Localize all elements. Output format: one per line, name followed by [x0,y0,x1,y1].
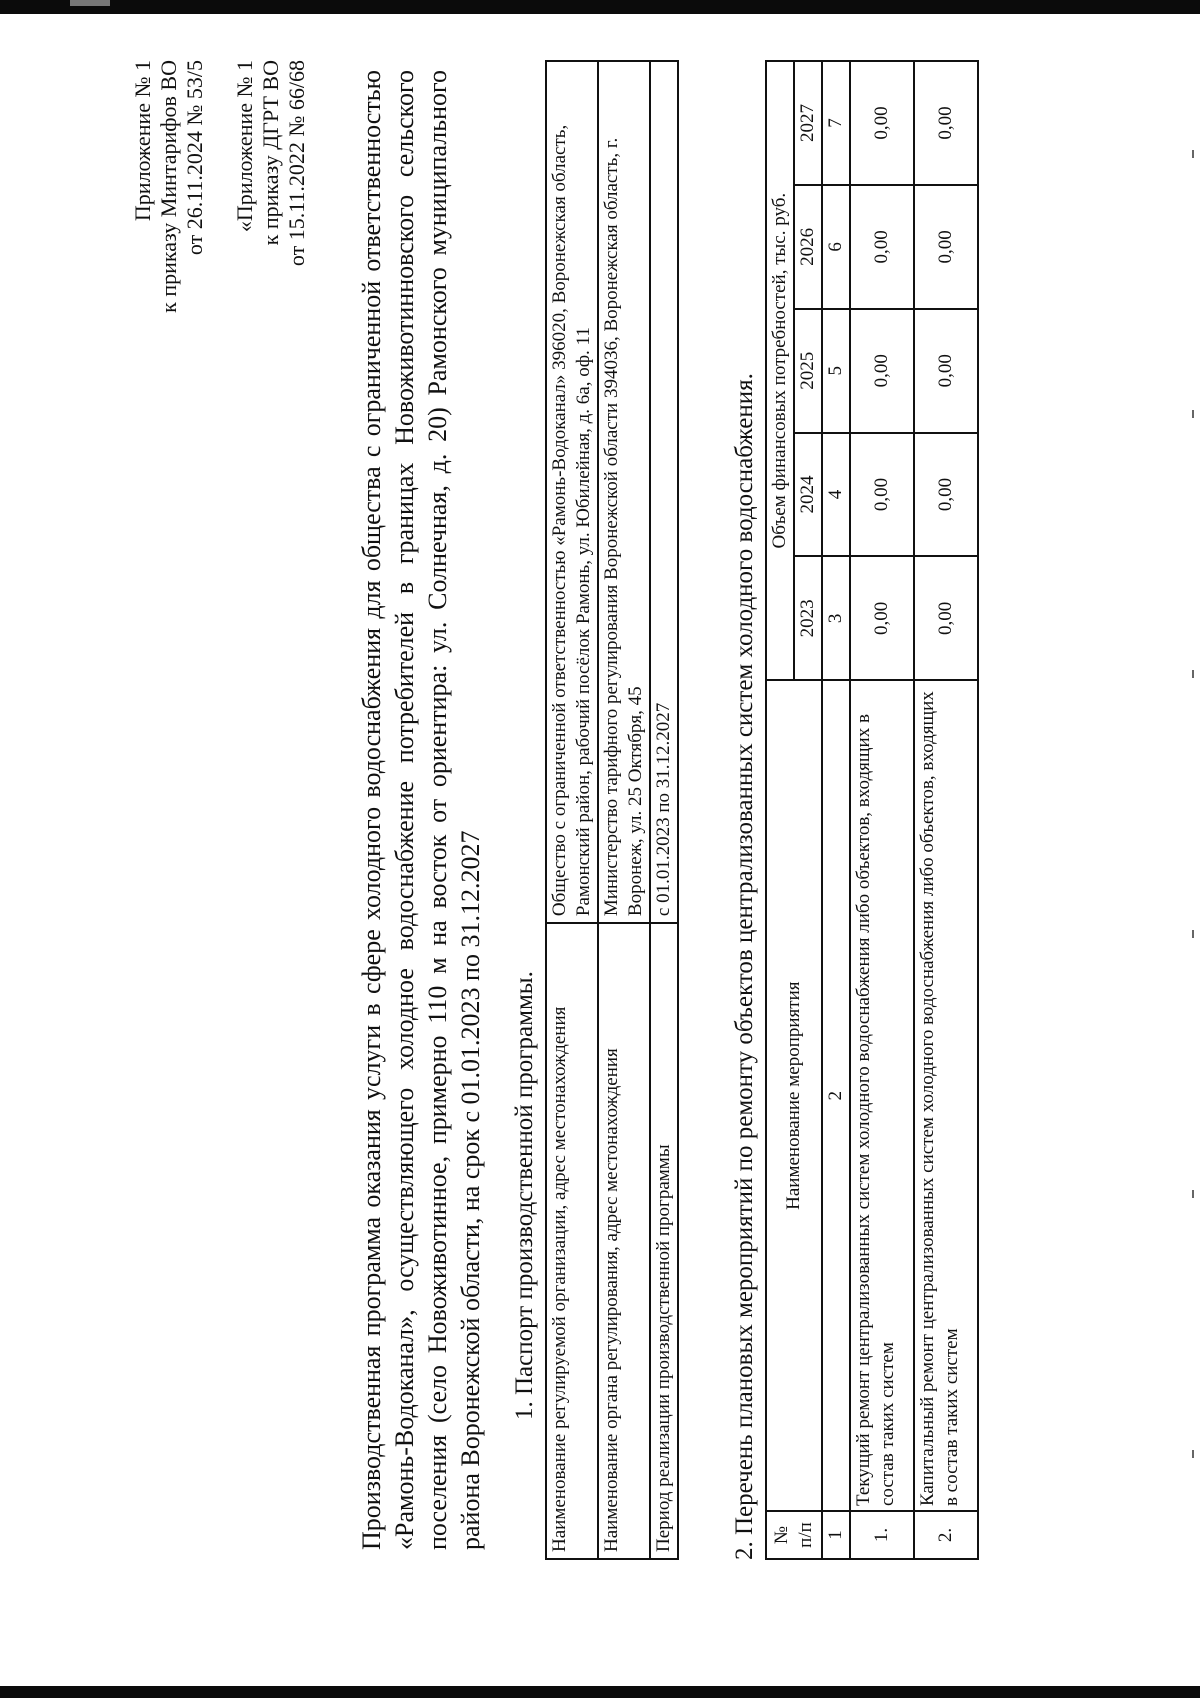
appendix-line: к приказу ДГРТ ВО [258,60,283,246]
value-cell: 0,00 [914,309,978,433]
value-cell: 0,00 [914,556,978,680]
passport-label: Наименование органа регулирования, адрес местонахождения [598,923,650,1559]
appendix-header [130,60,310,313]
value-cell: 0,00 [850,309,914,433]
document-title: Производственная программа оказания услуги в сфере холодного водоснабжения для общества с ограниченной ответственностью «Рамонь-Водоканал», осуществляющего холодное водоснабжение потребителей в границах Новоживотинновского сельского поселения (село Новоживотинное, примерно 110 м на восток от ориентира: ул. Солнечная, д. 20) Рамонского муниципального района Воронежской области, на срок с 01.01.2023 по 31.12.2027 [357,70,485,1550]
passport-table [545,60,679,1560]
table-row [598,61,650,1559]
year-header: 2026 [794,185,822,309]
year-header: 2023 [794,556,822,680]
measure-name: Капитальный ремонт централизованных систем холодного водоснабжения либо объектов, входящих в состав таких систем [914,680,978,1511]
value-cell: 0,00 [850,556,914,680]
table-header-row [766,61,794,1559]
index-cell: 2 [822,680,850,1511]
table-row [650,61,678,1559]
year-header: 2025 [794,309,822,433]
appendix-line: к приказу Минтарифов ВО [156,60,181,313]
value-cell: 0,00 [850,433,914,557]
value-cell: 0,00 [850,61,914,185]
col-name-header: Наименование мероприятия [766,680,822,1511]
passport-value: с 01.01.2023 по 31.12.2027 [650,61,678,923]
year-header: 2024 [794,433,822,557]
col-num-header: № п/п [766,1511,822,1559]
table-row [850,61,914,1559]
index-cell: 5 [822,309,850,433]
passport-label: Наименование регулируемой организации, адрес местонахождения [546,923,598,1559]
scan-specks [1192,30,1194,1670]
table-index-row [822,61,850,1559]
year-header: 2027 [794,61,822,185]
index-cell: 3 [822,556,850,680]
passport-value: Общество с ограниченной ответственностью «Рамонь-Водоканал» 396020, Воронежская область, Рамонский район, рабочий посёлок Рамонь, ул. Юбилейная, д. 6а, оф. 11 [546,61,598,923]
index-cell: 4 [822,433,850,557]
table-row [546,61,598,1559]
col-volume-header: Объем финансовых потребностей, тыс. руб. [766,61,794,680]
plan-table [765,60,979,1560]
measure-name: Текущий ремонт централизованных систем холодного водоснабжения либо объектов, входящих в состав таких систем [850,680,914,1511]
appendix-line: Приложение № 1 [130,60,155,222]
row-number: 2. [914,1511,978,1559]
value-cell: 0,00 [850,185,914,309]
appendix-line: от 15.11.2022 № 66/68 [284,60,309,267]
appendix-line: «Приложение № 1 [232,60,257,233]
table-row [914,61,978,1559]
section1-heading: 1. Паспорт производственной программы. [511,971,538,1420]
value-cell: 0,00 [914,433,978,557]
row-number: 1. [850,1511,914,1559]
index-cell: 6 [822,185,850,309]
value-cell: 0,00 [914,185,978,309]
passport-label: Период реализации производственной программы [650,923,678,1559]
value-cell: 0,00 [914,61,978,185]
index-cell: 7 [822,61,850,185]
scan-edge-top [0,0,1200,14]
document-page [70,50,1110,1610]
passport-value: Министерство тарифного регулирования Воронежской области 394036, Воронежская область, г. Воронеж, ул. 25 Октября, 45 [598,61,650,923]
index-cell: 1 [822,1511,850,1559]
scan-edge-bottom [0,1686,1200,1698]
appendix-line: от 26.11.2024 № 53/5 [182,60,207,256]
section2-heading: 2. Перечень плановых мероприятий по ремонту объектов централизованных систем холодного водоснабжения. [731,373,758,1560]
